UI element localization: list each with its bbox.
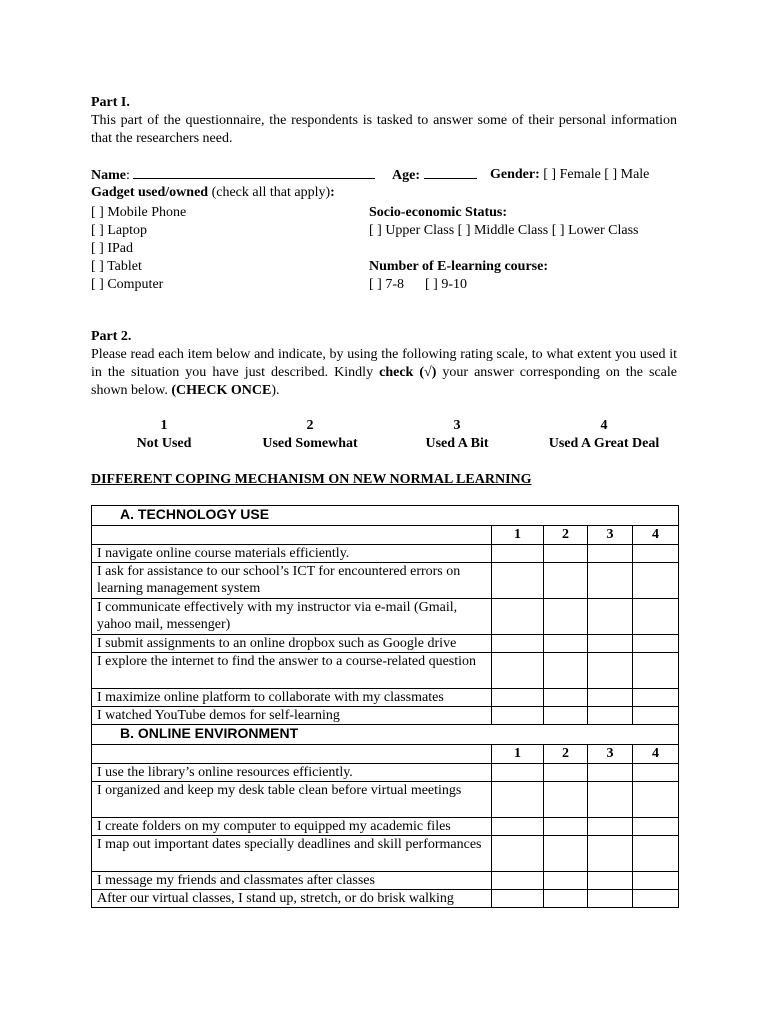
age-label: Age:	[392, 168, 420, 183]
rating-cell[interactable]	[492, 872, 544, 890]
rating-cell[interactable]	[588, 707, 633, 725]
item-text: I map out important dates specially deadlines and skill performances	[92, 836, 492, 872]
item-text: I watched YouTube demos for self-learning	[92, 707, 492, 725]
column-header: 1	[492, 526, 544, 545]
table-row	[92, 836, 679, 872]
table-row	[92, 635, 679, 653]
rating-cell[interactable]	[544, 545, 588, 563]
rating-cell[interactable]	[633, 599, 679, 635]
gadget-note: (check all that apply)	[211, 185, 331, 200]
rating-cell[interactable]	[633, 563, 679, 599]
socio-option-upper[interactable]: [ ] Upper Class	[369, 223, 455, 238]
item-text: I organized and keep my desk table clean before virtual meetings	[92, 782, 492, 818]
section-header-row	[92, 725, 679, 745]
rating-cell[interactable]	[588, 563, 633, 599]
scale-label: Used A Bit	[425, 436, 489, 451]
item-text: I navigate online course materials efficiently.	[92, 545, 492, 563]
rating-cell[interactable]	[588, 818, 633, 836]
rating-cell[interactable]	[492, 689, 544, 707]
rating-cell[interactable]	[492, 563, 544, 599]
rating-cell[interactable]	[544, 707, 588, 725]
rating-cell[interactable]	[492, 764, 544, 782]
rating-cell[interactable]	[633, 635, 679, 653]
gadget-option-tablet[interactable]: [ ] Tablet	[91, 259, 142, 274]
column-header: 4	[633, 526, 679, 545]
table-row	[92, 563, 679, 599]
empty-header-cell	[92, 745, 492, 764]
table-row	[92, 545, 679, 563]
elearning-option-9-10[interactable]: [ ] 9-10	[425, 277, 467, 292]
rating-cell[interactable]	[588, 599, 633, 635]
rating-cell[interactable]	[633, 872, 679, 890]
part2-intro-check: check (√)	[379, 365, 437, 380]
rating-cell[interactable]	[633, 890, 679, 908]
rating-cell[interactable]	[633, 782, 679, 818]
scale-item	[250, 417, 370, 453]
rating-cell[interactable]	[544, 890, 588, 908]
column-header: 2	[544, 526, 588, 545]
item-text: I explore the internet to find the answer to a course-related question	[92, 653, 492, 689]
scale-label: Not Used	[136, 436, 192, 451]
gender-option-female[interactable]: [ ] Female	[543, 167, 601, 182]
age-field[interactable]	[392, 166, 477, 184]
rating-cell[interactable]	[633, 818, 679, 836]
table-row	[92, 689, 679, 707]
item-text: I message my friends and classmates after classes	[92, 872, 492, 890]
scale-label: Used A Great Deal	[548, 436, 660, 451]
part2-intro-check-once: (CHECK ONCE	[171, 383, 272, 398]
rating-cell[interactable]	[544, 782, 588, 818]
item-text: I use the library’s online resources efficiently.	[92, 764, 492, 782]
rating-cell[interactable]	[544, 689, 588, 707]
gender-field	[490, 166, 649, 183]
rating-cell[interactable]	[544, 818, 588, 836]
rating-cell[interactable]	[492, 782, 544, 818]
rating-cell[interactable]	[633, 653, 679, 689]
gadget-option-mobile-phone[interactable]: [ ] Mobile Phone	[91, 205, 187, 220]
scale-item	[124, 417, 204, 453]
socio-option-middle[interactable]: [ ] Middle Class	[457, 223, 549, 238]
gadget-option-ipad[interactable]: [ ] IPad	[91, 241, 133, 256]
rating-cell[interactable]	[492, 653, 544, 689]
table-row	[92, 890, 679, 908]
gadget-colon: :	[330, 185, 335, 200]
column-header-row	[92, 745, 679, 764]
scale-number: 4	[600, 418, 608, 433]
rating-table	[91, 505, 679, 908]
rating-cell[interactable]	[633, 689, 679, 707]
rating-cell[interactable]	[492, 707, 544, 725]
scale-item	[412, 417, 502, 453]
rating-cell[interactable]	[588, 764, 633, 782]
scale-number: 3	[453, 418, 461, 433]
item-text: I maximize online platform to collaborate with my classmates	[92, 689, 492, 707]
rating-cell[interactable]	[633, 764, 679, 782]
name-blank[interactable]	[133, 166, 375, 179]
item-text: I ask for assistance to our school’s ICT for encountered errors on learning management system	[92, 563, 492, 599]
rating-cell[interactable]	[544, 563, 588, 599]
part2-intro-end: ).	[271, 383, 280, 398]
rating-cell[interactable]	[588, 782, 633, 818]
part2-intro	[91, 346, 677, 400]
rating-cell[interactable]	[588, 635, 633, 653]
rating-cell[interactable]	[492, 635, 544, 653]
questionnaire-title: DIFFERENT COPING MECHANISM ON NEW NORMAL LEARNING	[91, 472, 532, 487]
gender-option-male[interactable]: [ ] Male	[604, 167, 650, 182]
item-text: I create folders on my computer to equipped my academic files	[92, 818, 492, 836]
scale-item	[538, 417, 670, 453]
rating-cell[interactable]	[544, 653, 588, 689]
socio-option-lower[interactable]: [ ] Lower Class	[551, 223, 639, 238]
rating-cell[interactable]	[544, 872, 588, 890]
rating-cell[interactable]	[588, 836, 633, 872]
rating-cell[interactable]	[492, 836, 544, 872]
rating-cell[interactable]	[588, 872, 633, 890]
part2-intro-middle: your answer corresponding on the scale shown below.	[91, 365, 677, 398]
scale-label: Used Somewhat	[262, 436, 358, 451]
column-header: 2	[544, 745, 588, 764]
column-header-row	[92, 526, 679, 545]
table-row	[92, 599, 679, 635]
part2-intro-text: Please read each item below and indicate, by using the following rating scale, to what extent you used it in the situation you have just described. Kindly	[91, 347, 677, 380]
column-header: 4	[633, 745, 679, 764]
item-text: I communicate effectively with my instructor via e-mail (Gmail, yahoo mail, messenger)	[92, 599, 492, 635]
rating-cell[interactable]	[633, 836, 679, 872]
table-row	[92, 872, 679, 890]
rating-cell[interactable]	[492, 818, 544, 836]
gadget-label: Gadget used/owned	[91, 185, 209, 200]
section-title-technology-use: A. TECHNOLOGY USE	[92, 506, 679, 526]
scale-number: 2	[306, 418, 314, 433]
elearning-option-7-8[interactable]: [ ] 7-8	[369, 277, 404, 292]
age-blank[interactable]	[424, 166, 477, 179]
socio-options	[369, 222, 638, 239]
column-header: 3	[588, 745, 633, 764]
scale-number: 1	[160, 418, 168, 433]
name-label: Name	[91, 168, 126, 183]
rating-cell[interactable]	[588, 545, 633, 563]
table-row	[92, 707, 679, 725]
elearning-options	[369, 276, 467, 293]
section-title-online-environment: B. ONLINE ENVIRONMENT	[92, 725, 679, 745]
part1-heading: Part I.	[91, 95, 130, 110]
rating-cell[interactable]	[544, 764, 588, 782]
rating-cell[interactable]	[492, 599, 544, 635]
table-row	[92, 764, 679, 782]
name-field[interactable]: Name:	[91, 166, 375, 184]
table-row	[92, 653, 679, 689]
part1-intro: This part of the questionnaire, the respondents is tasked to answer some of their personal information that the researchers need.	[91, 113, 677, 146]
item-text: After our virtual classes, I stand up, stretch, or do brisk walking	[92, 890, 492, 908]
elearning-label: Number of E-learning course:	[369, 259, 548, 274]
section-header-row	[92, 506, 679, 526]
rating-cell[interactable]	[492, 545, 544, 563]
socio-label: Socio-economic Status:	[369, 205, 508, 220]
rating-cell[interactable]	[588, 653, 633, 689]
empty-header-cell	[92, 526, 492, 545]
table-row	[92, 782, 679, 818]
part2-heading: Part 2.	[91, 329, 132, 344]
gadget-option-computer[interactable]: [ ] Computer	[91, 277, 164, 292]
gadget-option-laptop[interactable]: [ ] Laptop	[91, 223, 147, 238]
rating-cell[interactable]	[544, 836, 588, 872]
rating-cell[interactable]	[588, 890, 633, 908]
column-header: 1	[492, 745, 544, 764]
column-header: 3	[588, 526, 633, 545]
rating-cell[interactable]	[633, 545, 679, 563]
rating-cell[interactable]	[544, 635, 588, 653]
table-row	[92, 818, 679, 836]
rating-cell[interactable]	[492, 890, 544, 908]
rating-cell[interactable]	[588, 689, 633, 707]
rating-cell[interactable]	[633, 707, 679, 725]
item-text: I submit assignments to an online dropbox such as Google drive	[92, 635, 492, 653]
gender-label: Gender:	[490, 167, 540, 182]
gadget-heading	[91, 184, 335, 201]
rating-cell[interactable]	[544, 599, 588, 635]
